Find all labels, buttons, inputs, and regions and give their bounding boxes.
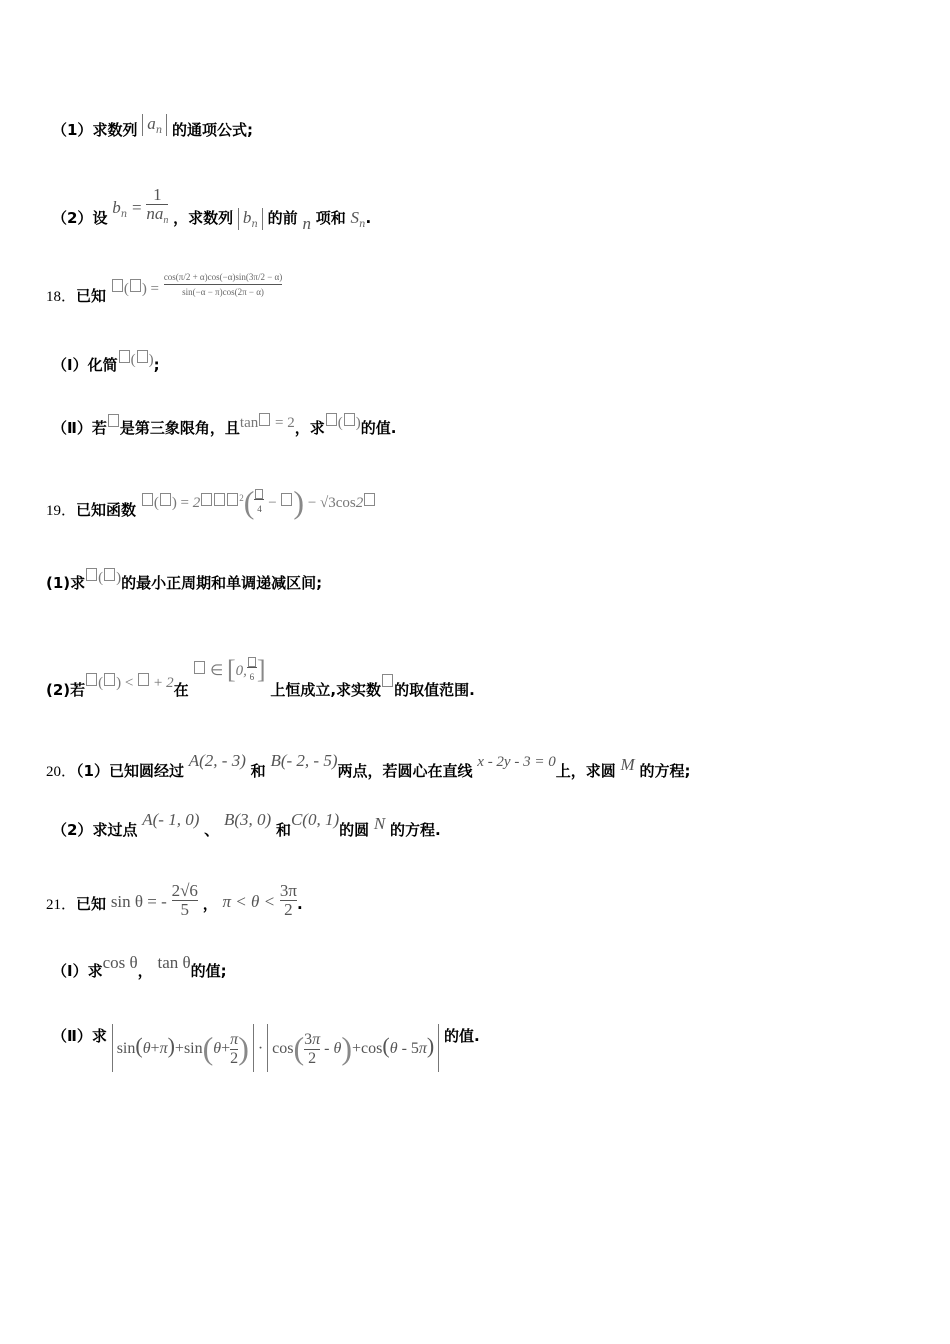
var-a: a <box>147 114 156 133</box>
sub-n: n <box>163 215 169 226</box>
question-number: 20． <box>46 764 77 780</box>
circle-N: N <box>373 814 386 833</box>
sequence-a-n <box>142 114 167 136</box>
text: 的取值范围. <box>394 680 475 699</box>
text: 已知函数 <box>76 501 137 519</box>
numerator: 1 <box>153 185 162 204</box>
var-b: b <box>242 208 252 227</box>
text: 若 <box>91 419 107 437</box>
q18-part1 <box>52 350 160 375</box>
text: ; <box>153 356 160 374</box>
text: 的值; <box>190 962 227 980</box>
q19-part1 <box>46 568 322 593</box>
numerator: 3π <box>279 881 297 900</box>
text: 的最小正周期和单调递减区间; <box>121 574 323 592</box>
equals: = <box>131 198 142 217</box>
numerator: 2√6 <box>171 881 198 900</box>
text: 若 <box>70 680 86 699</box>
question-number: 18． <box>46 289 77 305</box>
point-A: A(- 1, 0) <box>142 810 200 829</box>
f-alpha: ( ) <box>325 415 361 431</box>
q19-part2 <box>46 654 475 700</box>
q18-fraction <box>164 270 282 299</box>
denominator: sin(−α − π)cos(2π − α) <box>164 284 282 299</box>
fraction-3pi-over-2 <box>280 882 297 919</box>
q21-part1 <box>52 953 227 981</box>
text: 上，求圆 <box>555 762 616 780</box>
part-label: （Ⅰ） <box>52 356 88 374</box>
inequality: ( ) < + 2 <box>85 675 173 691</box>
tan-alpha: tan = 2 <box>239 415 295 431</box>
part-label: （Ⅱ） <box>52 419 92 437</box>
alpha-placeholder <box>108 414 119 427</box>
part-label: （Ⅱ） <box>52 1027 92 1045</box>
part-label: (2) <box>46 680 71 699</box>
text: 的值. <box>444 1027 480 1045</box>
text: 两点，若圆心在直线 <box>337 762 473 780</box>
text: 已知圆经过 <box>108 762 184 780</box>
text: . <box>365 209 372 227</box>
text: 求 <box>91 1027 107 1045</box>
text: 的方程. <box>390 821 441 839</box>
text: 的通项公式; <box>171 121 253 139</box>
text: 在 <box>173 680 189 699</box>
theta-range: π < θ < <box>222 892 276 911</box>
part-label: （1） <box>52 121 93 139</box>
text: ， <box>202 895 218 913</box>
q21-expression: sin(θ+π)+sin(θ+ $\frac{\pi}{2}$ ) · cos( $\frac{3\pi}{2}$ - θ)+cos(θ - 5π) <box>112 1024 440 1072</box>
sub-n: n <box>155 125 163 136</box>
part-label: （2） <box>52 209 93 227</box>
tan-value: = 2 <box>275 415 295 431</box>
q17-part2 <box>52 186 371 235</box>
question-number: 21． <box>46 897 77 913</box>
text: 、 <box>204 821 220 839</box>
f-alpha: ( ) <box>118 352 154 368</box>
text: 是第三象限角，且 <box>119 419 240 437</box>
text: 已知 <box>76 895 107 913</box>
den-na: na <box>146 204 164 223</box>
question-number: 19． <box>46 503 77 519</box>
sin-theta: sin θ = - <box>110 892 167 911</box>
part-label: （1） <box>76 762 109 780</box>
point-B: B(- 2, - 5) <box>270 751 338 770</box>
q21-stem <box>46 882 303 919</box>
part-label: （2） <box>52 821 93 839</box>
q19-stem <box>46 484 376 521</box>
fraction-2root6-over-5 <box>172 882 198 919</box>
fraction-1-over-nan <box>146 186 168 230</box>
q20-part1 <box>46 751 690 782</box>
f-alpha: ( ) = <box>111 281 159 297</box>
q18-stem <box>46 270 282 307</box>
text: 求数列 <box>92 121 138 139</box>
circle-M: M <box>620 755 635 774</box>
point-A: A(2, - 3) <box>188 751 246 770</box>
q17-part1 <box>52 114 253 140</box>
text: 求 <box>70 574 86 592</box>
sub-n: n <box>120 209 128 220</box>
m-placeholder <box>382 674 393 687</box>
text: 上恒成立,求实数 <box>270 680 382 699</box>
text: . <box>296 895 303 913</box>
line-equation: x - 2y - 3 = 0 <box>477 754 556 770</box>
interval: ∈ [0, 6 ] <box>193 663 265 679</box>
var-b: b <box>112 198 121 217</box>
text: 设 <box>92 209 108 227</box>
text: 的前 <box>267 209 298 227</box>
f-x: ( ) <box>85 570 121 586</box>
text: ，求 <box>294 419 325 437</box>
q21-part2 <box>52 1024 480 1072</box>
var-S: S <box>350 208 360 227</box>
point-B: B(3, 0) <box>223 810 272 829</box>
denominator: 5 <box>172 900 198 919</box>
text: 化简 <box>87 356 118 374</box>
tan-theta: tan θ <box>157 953 191 972</box>
cos-theta: cos θ <box>102 953 138 972</box>
numerator: cos(π/2 + α)cos(−α)sin(3π/2 − α) <box>163 272 283 282</box>
text: 的值. <box>360 419 397 437</box>
text: 求过点 <box>92 821 138 839</box>
text: ， <box>137 962 153 980</box>
part-label: （Ⅰ） <box>52 962 88 980</box>
q19-function: ( ) = 2 $^2$( 4 − ) − √3cos2 <box>141 495 376 511</box>
text: ，求数列 <box>173 209 234 227</box>
text: 的圆 <box>339 821 370 839</box>
text: 已知 <box>76 287 107 305</box>
var-n: n <box>302 214 311 233</box>
sequence-b-n <box>238 208 263 230</box>
denominator: 2 <box>280 900 297 919</box>
sub-n: n <box>359 219 366 230</box>
text: 的方程; <box>639 762 691 780</box>
text: 和 <box>250 762 266 780</box>
q18-part2 <box>52 413 396 438</box>
text: 和 <box>275 821 291 839</box>
denominator <box>146 204 168 230</box>
text: 项和 <box>315 209 346 227</box>
q20-part2 <box>52 810 441 840</box>
point-C: C(0, 1) <box>290 810 340 829</box>
text: 求 <box>87 962 103 980</box>
part-label: (1) <box>46 574 71 592</box>
sub-n: n <box>251 219 258 230</box>
